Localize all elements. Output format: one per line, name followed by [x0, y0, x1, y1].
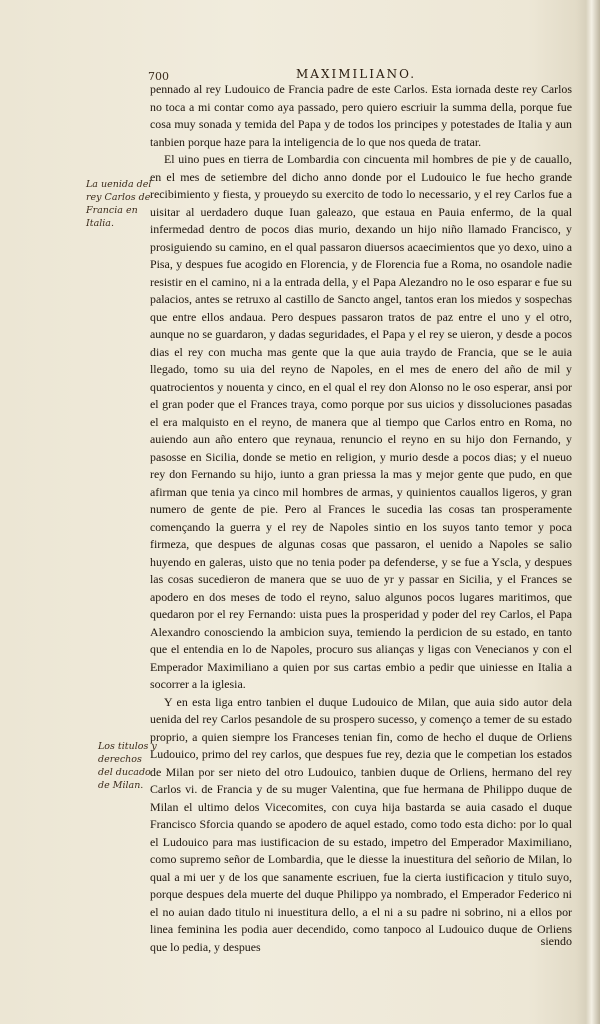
paragraph: El uino pues en tierra de Lombardia con cincuenta mil hombres de pie y de cauallo, en el mes de setiembre del dicho anno donde por el Ludouico le fue hecho grande recibimiento y fiesta, y proueydo su exercito de todo lo necessario, y el rey Carlos fue a uisitar al uerdadero duque Iuan galeazo, que estaua en Pauia enfermo, de la qual infermedad dentro de pocos dias murio, dexando un hijo niño llamado Francisco, y prosiguiendo su camino, en el qual passaron diuersos acaecimientos que yo dexo, uino a Pisa, y despues fue acogido en Florencia, y de Florencia fue a Roma, no osandole nadie resistir en el camino, ni a la entrada della, y el Papa Alezandro no le oso esparar e fue su palacios, antes se retruxo al castillo de Sancto angel, tantos eran los miedos y sospechas que entre ellos andaua. Pero despues passaron tratos de paz entre el uno y el otro, aunque no se guardaron, y dadas seguridades, el Papa y el rey se uieron, y desde a pocos dias el rey con mucha mas gente que la que auia traydo de Francia, que se le auia llegado, tomo su uia del reyno de Napoles, en el mes de enero del año de mil y quatrocientos y nouenta y cinco, en el qual el rey don Alonso no le oso esperar, ansi por el gran poder que el Frances traya, como porque por sus uicios y dissoluciones pasadas el era malquisto en el reyno, de manera que al tiempo que Carlos entro en Roma, no auiendo aun año entero que reynaua, renuncio el reyno en su hijo don Fernando, y pasosse en Sicilia, donde se metio en religion, y murio desde a pocos dias; y el nueuo rey don Fernando su hijo, iunto a gran priessa la mas y mejor gente que pudo, en que afirman que tenia ya cinco mil hombres de armas, y quinientos cauallos ligeros, y gran numero de gente de pie. Pero al Frances le sucedia las cosas tan prosperamente començando la guerra y el rey de Napoles sintio en los suyos tanto temor y poca firmeza, que despues de algunas cosas que passaron, el uenido a Napoles se salio huyendo en galeras, uisto que no tenia poder pa defenderse, y se fue a Yscla, y despues las cosas sucedieron de manera que se uuo de yr y passar en Sicilia, y el Frances se apodero en dos meses de todo el reyno, saluo algunos pocos lugares maritimos, que quedaron por el rey Fernando: uista pues la prosperidad y poder del rey Carlos, el Papa Alexandro conosciendo la ambicion suya, temiendo la perdicion de su estado, en tanto que el entendia en lo de Napoles, procuro sus alianças y ligas con Venecianos y con el Emperador Maximiliano a quien por sus cartas embio a pedir que uiniesse en Italia a socorrer a la iglesia.	[150, 152, 572, 691]
page-number: 700	[148, 70, 169, 83]
catchword: siendo	[540, 934, 572, 948]
main-text	[150, 81, 572, 956]
paragraph: Y en esta liga entro tanbien el duque Ludouico de Milan, que auia sido autor dela uenida del rey Carlos pesandole de su prospero sucesso, y començo a temer de su estado proprio, a quien siempre los Franceses tenian fin, como de hecho el duque de Orliens Ludouico, primo del rey carlos, que despues fue rey, dezia que le competian los estados de Milan por ser nieto del otro Ludouico, tanbien duque de Orliens, hermano del rey Carlos vi. de Francia y de su muger Valentina, que fue hermana de Philippo duque de Milan el ultimo delos Vicecomites, con cuya hija bastarda se auia casado el duque Francisco Sforcia quando se apodero de aquel estado, como todo esta dicho: por lo qual el Ludouico para mas iustificacion de su estado, impetro del Emperador Maximiliano, como supremo señor de Lombardia, que le diesse la inuestitura del señorio de Milan, lo qual a mi uer y de los que sanamente escriuen, fue la cierta iustificacion y titulo suyo, porque despues dela muerte del duque Philippo ya nombrado, el Emperador Federico ni el no auian dado titulo ni inuestitura dello, a el ni a su padre ni sobrino, ni a ellos por linea feminina les podia auer decendido, como tanpoco al Ludouico duque de Orliens que lo pedia, y despues	[150, 694, 572, 954]
page-edge	[586, 0, 600, 1024]
running-head: MAXIMILIANO.	[296, 67, 417, 81]
margin-note: Los titulos y derechos del ducado de Milan.	[98, 741, 157, 791]
margin-note: La uenida del rey Carlos de Francia en Italia.	[86, 179, 152, 229]
paragraph: pennado al rey Ludouico de Francia padre de este Carlos. Esta iornada deste rey Carlos no toca a mi contar como aya passado, pero quiero escriuir la summa della, porque fue cosa muy sonada y temida del Papa y de todos los principes y potestades de Italia y aun tanbien porque haze para la inteligencia de lo que nos queda de tratar.	[150, 82, 572, 149]
